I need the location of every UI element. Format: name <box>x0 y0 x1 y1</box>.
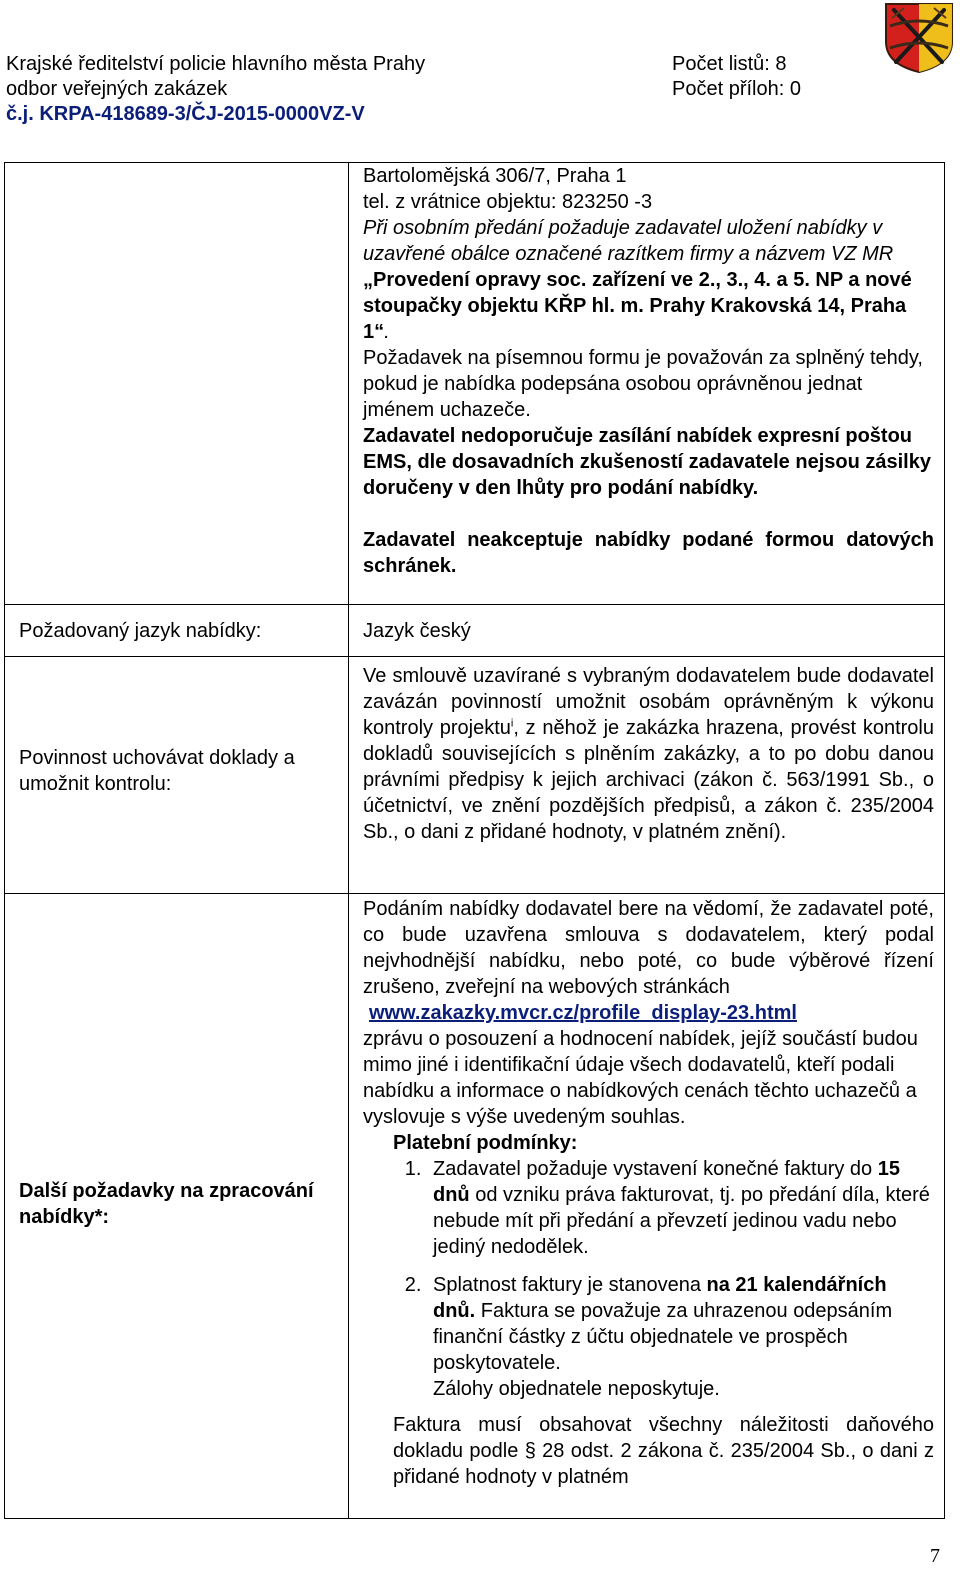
delivery-instruction: Při osobním předání požaduje zadavatel uložení nabídky v uzavřené obálce označené razítkem firmy a názvem VZ MR <box>363 217 894 265</box>
obligation-text-part: , z něhož je zakázka hrazena, provést kontrolu dokladů souvisejících s plněním zakázky, a to po dobu danou právními předpisy k jejich archivaci (zákon č. 563/1991 Sb., o účetnictví, ve znění pozdějších předpisů, a zákon č. 235/2004 Sb., o dani z přidané hodnoty, v platném znění). <box>363 717 934 843</box>
table-row <box>5 605 944 657</box>
tender-requirements-table <box>4 162 945 1519</box>
submission-details-cell <box>349 163 944 604</box>
no-advance-note: Zálohy objednatele neposkytuje. <box>433 1378 720 1400</box>
item-bold: 15 dnů <box>433 1158 900 1206</box>
item-text: Faktura se považuje za uhrazenou odepsáním finanční částky z účtu objednatele ve prospěch poskytovatele. <box>433 1300 893 1374</box>
table-row <box>5 894 944 1518</box>
data-box-note: Zadavatel neakceptuje nabídky podané formou datových schránek. <box>363 529 934 577</box>
item-text: Zadavatel požaduje vystavení konečné faktury do <box>433 1158 878 1180</box>
obligation-text-part: Ve smlouvě uzavírané s vybraným dodavatelem bude dodavatel zavázán povinností umožnit osobám oprávněným k výkonu kontroly projektu <box>363 665 934 739</box>
police-crest-icon <box>884 2 954 74</box>
gatehouse-phone: tel. z vrátnice objektu: 823250 -3 <box>363 191 653 213</box>
language-label: Požadovaný jazyk nabídky: <box>5 605 349 656</box>
punctuation: . <box>384 321 390 343</box>
control-obligation-label: Povinnost uchovávat doklady a umožnit kontrolu: <box>5 657 349 893</box>
ems-warning: Zadavatel nedoporučuje zasílání nabídek expresní poštou EMS, dle dosavadních zkušeností zadavatele nejsou zásilky doručeny v den lhůty pro podání nabídky. <box>363 425 931 499</box>
footnote-marker: i <box>510 717 514 730</box>
list-item <box>427 1156 934 1260</box>
tender-name: „Provedení opravy soc. zařízení ve 2., 3., 4. a 5. NP a nové stoupačky objektu KŘP hl. m. Prahy Krakovská 14, Praha 1“ <box>363 269 912 343</box>
other-requirements-cell <box>349 894 944 1518</box>
attachment-count: Počet příloh: 0 <box>672 78 801 100</box>
page-number: 7 <box>930 1545 940 1567</box>
evaluation-report-note: zprávu o posouzení a hodnocení nabídek, jejíž součástí budou mimo jiné i identifikační údaje všech dodavatelů, kteří podali nabídku a informace o nabídkových cenách těchto uchazečů a vyslovuje s výše uvedeným souhlas. <box>363 1028 918 1128</box>
item-bold: na 21 kalendářních dnů. <box>433 1274 887 1322</box>
personal-delivery-note <box>363 215 934 345</box>
other-requirements-label-text: Další požadavky na zpracování nabídky*: <box>19 1180 314 1228</box>
department-name: odbor veřejných zakázek <box>6 78 228 100</box>
control-obligation-text <box>349 657 944 893</box>
item-text: Splatnost faktury je stanovena <box>433 1274 707 1296</box>
document-header <box>6 52 836 127</box>
list-item <box>427 1266 934 1402</box>
address: Bartolomějská 306/7, Praha 1 <box>363 165 627 187</box>
language-value: Jazyk český <box>363 620 471 642</box>
reference-number: č.j. KRPA-418689-3/ČJ-2015-0000VZ-V <box>6 103 365 125</box>
table-row <box>5 163 944 605</box>
profile-link[interactable]: www.zakazky.mvcr.cz/profile_display-23.html <box>369 1002 797 1024</box>
publication-consent: Podáním nabídky dodavatel bere na vědomí, že zadavatel poté, co bude uzavřena smlouva s dodavatelem, který podal nejvhodnější nabídku, nebo poté, co bude výběrové řízení zrušeno, zveřejní na webových stránkách <box>363 898 934 998</box>
item-text: od vzniku práva fakturovat, tj. po předání díla, které nebude mít při předání a převzetí jedinou vadu nebo jediný nedodělek. <box>433 1184 930 1258</box>
payment-terms-list <box>363 1156 934 1402</box>
invoice-requirements: Faktura musí obsahovat všechny náležitosti daňového dokladu podle § 28 odst. 2 zákona č. 235/2004 Sb., o dani z přidané hodnoty v platném <box>393 1414 934 1488</box>
other-requirements-label <box>5 894 349 1518</box>
table-row <box>5 657 944 894</box>
sheet-count: Počet listů: 8 <box>672 53 787 75</box>
org-name: Krajské ředitelství policie hlavního města Prahy <box>6 53 426 75</box>
empty-label-cell <box>5 163 349 604</box>
payment-terms-title: Platební podmínky: <box>393 1132 578 1154</box>
written-form-note: Požadavek na písemnou formu je považován za splněný tehdy, pokud je nabídka podepsána osobou oprávněnou jednat jménem uchazeče. <box>363 347 923 421</box>
